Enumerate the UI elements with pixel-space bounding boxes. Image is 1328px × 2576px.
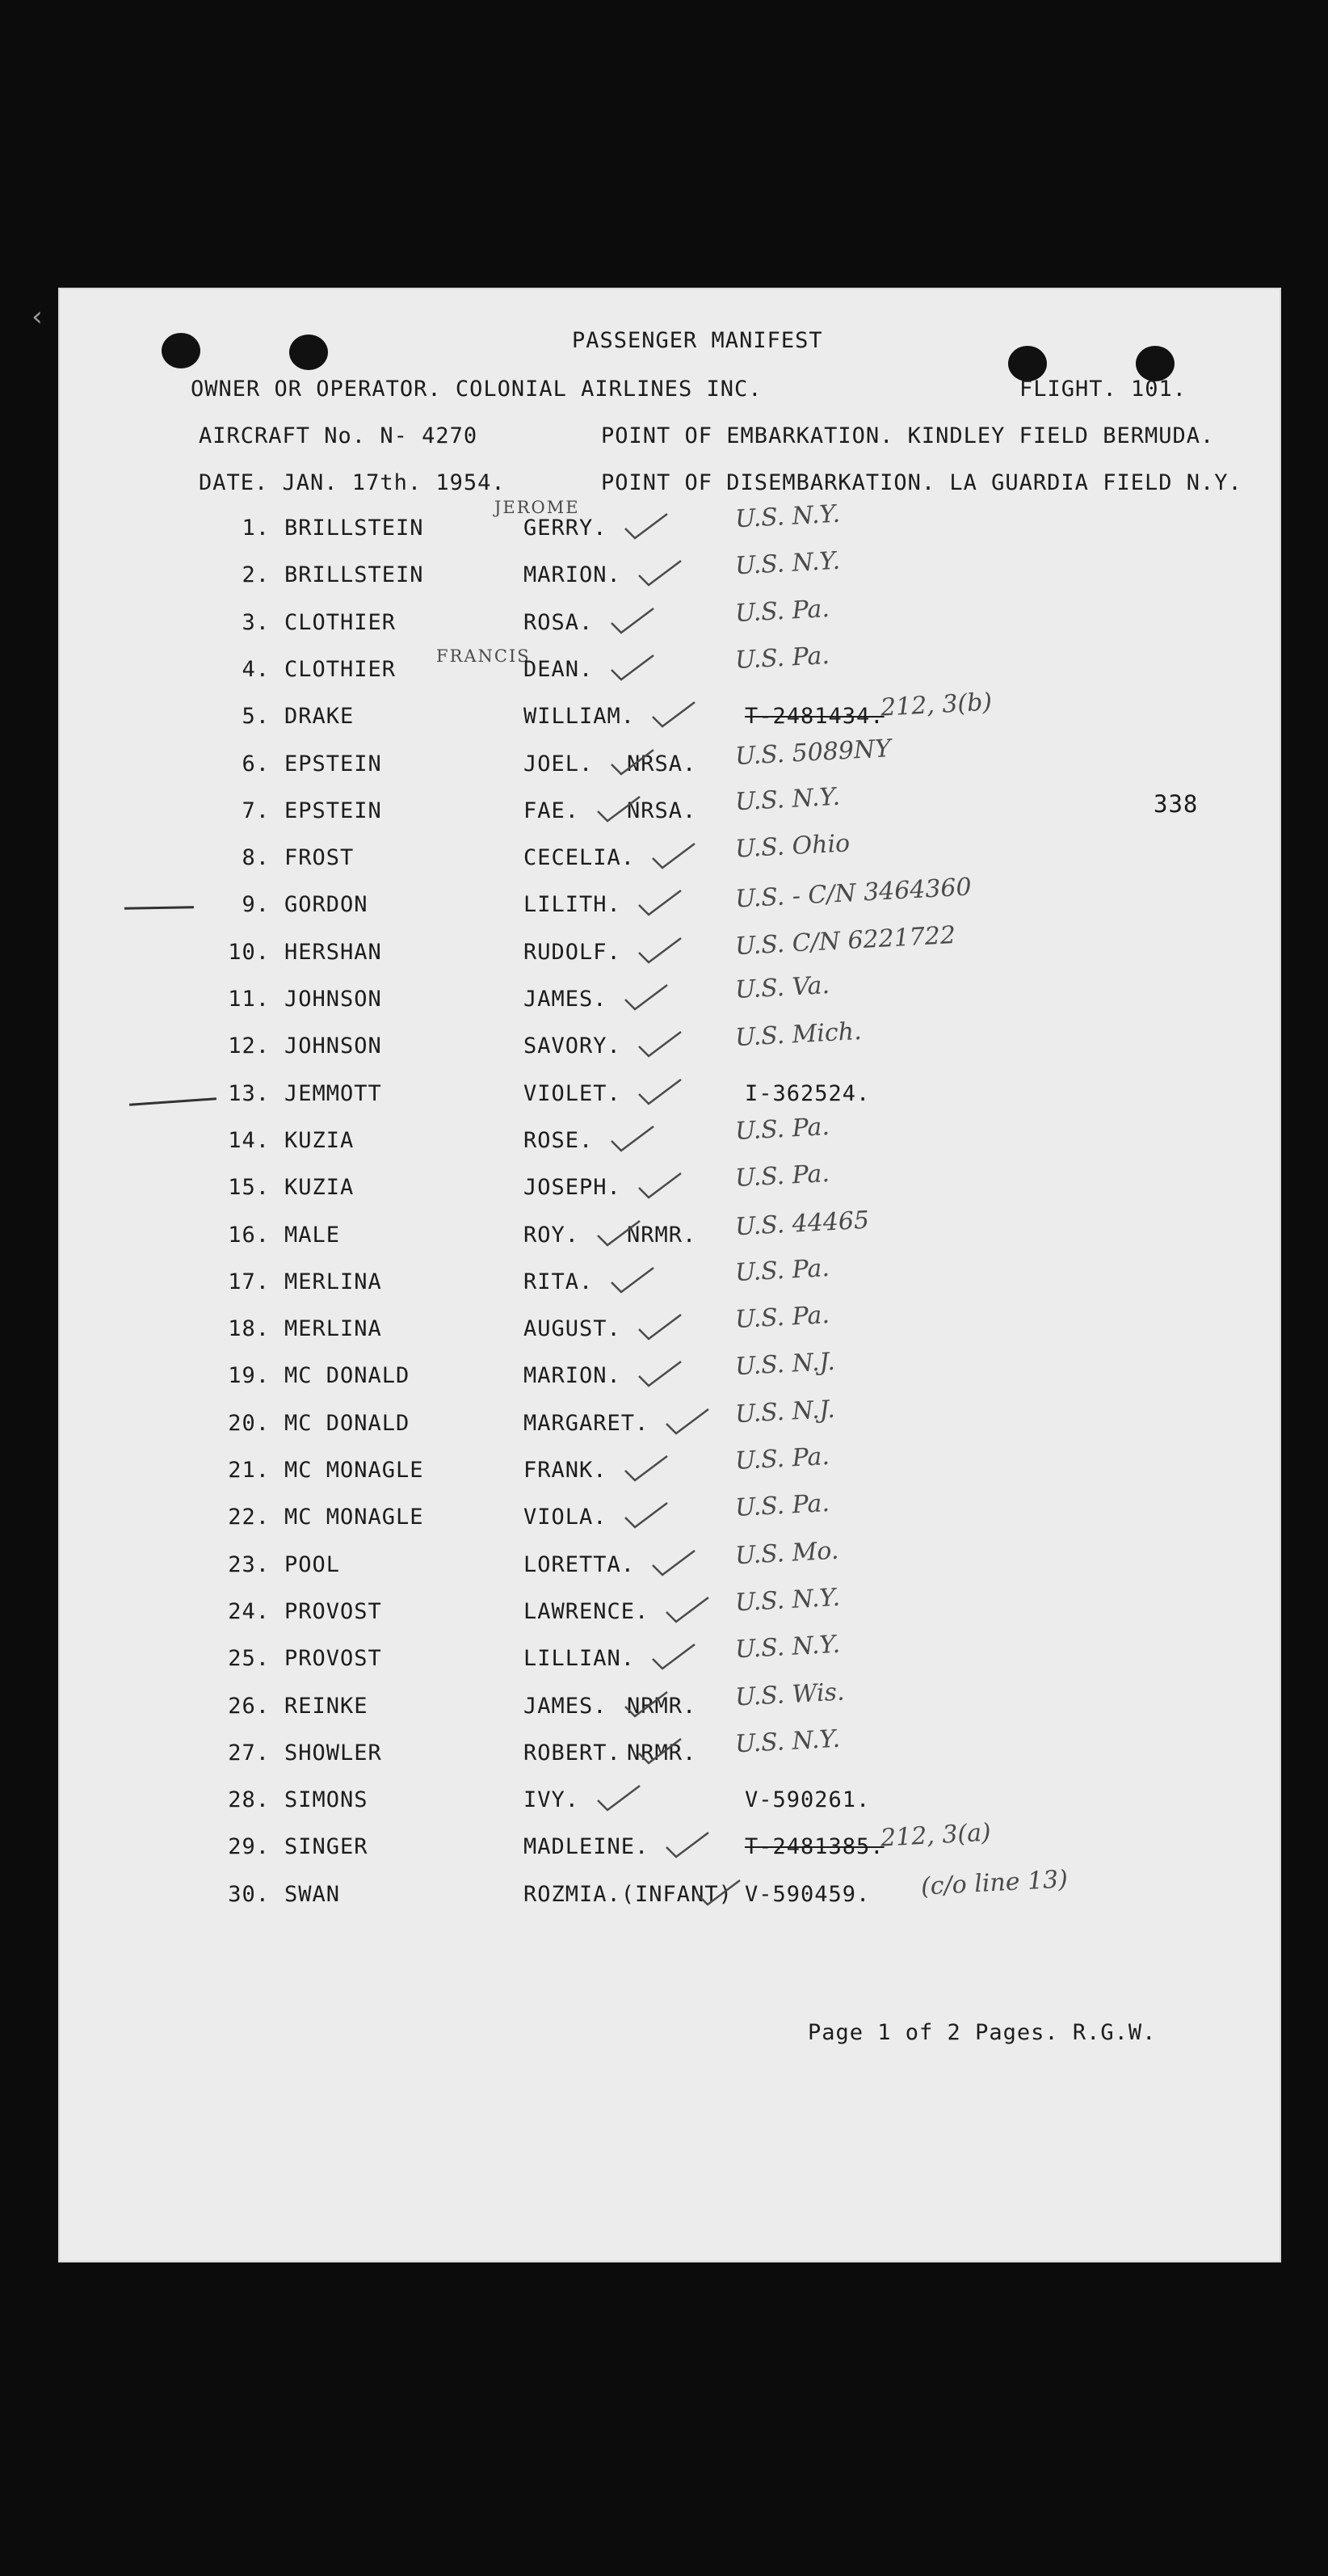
passenger-status-code: NRMR. (627, 1223, 697, 1248)
passenger-surname: MERLINA (284, 1269, 382, 1294)
handwritten-note: U.S. Pa. (734, 1300, 830, 1335)
handwritten-note: U.S. C/N 6221722 (734, 920, 956, 962)
row-number: 13. (228, 1081, 270, 1106)
check-mark-icon (595, 793, 643, 826)
row-number: 18. (228, 1316, 270, 1341)
check-mark-icon (636, 1029, 684, 1061)
flight-number: FLIGHT. 101. (1019, 377, 1187, 402)
row-number: 1. (242, 516, 270, 541)
passenger-given-name: VIOLA. (523, 1505, 607, 1530)
row-number: 10. (228, 940, 270, 965)
check-mark-icon (636, 935, 684, 967)
passenger-given-name: AUGUST. (523, 1316, 621, 1341)
stamp-number: 338 (1154, 790, 1199, 818)
passenger-document-number: V-590261. (745, 1787, 871, 1812)
passenger-given-name: MARION. (523, 1363, 621, 1388)
check-mark-icon (636, 1076, 684, 1109)
passenger-surname: EPSTEIN (284, 798, 382, 823)
handwritten-note: U.S. Wis. (734, 1677, 846, 1712)
row-number: 17. (228, 1269, 270, 1294)
passenger-surname: PROVOST (284, 1646, 382, 1671)
film-edge-mark: ‹ (29, 301, 46, 333)
row-number: 26. (228, 1694, 270, 1719)
passenger-surname: CLOTHIER (284, 610, 397, 635)
check-mark-icon (636, 558, 684, 590)
row-number: 16. (228, 1223, 270, 1248)
passenger-given-name: JOEL. (523, 751, 594, 777)
passenger-given-name: FAE. (523, 798, 580, 823)
passenger-given-name: MADLEINE. (523, 1834, 649, 1859)
passenger-given-name: GERRY. (523, 516, 607, 541)
passenger-given-name: LORETTA. (523, 1552, 636, 1577)
check-mark-icon (636, 1736, 684, 1768)
handwritten-note: U.S. 5089NY (734, 734, 892, 772)
check-mark-icon (649, 1547, 698, 1580)
row-number: 20. (228, 1411, 270, 1436)
row-number: 12. (228, 1033, 270, 1059)
passenger-surname: JEMMOTT (284, 1081, 382, 1106)
passenger-given-name: ROSA. (523, 610, 594, 635)
passenger-surname: CLOTHIER (284, 657, 397, 682)
check-mark-icon (595, 1783, 643, 1815)
passenger-surname: SWAN (284, 1882, 341, 1907)
passenger-surname: POOL (284, 1552, 341, 1577)
check-mark-icon (608, 747, 657, 779)
row-number: 23. (228, 1552, 270, 1577)
passenger-surname: DRAKE (284, 704, 355, 729)
passenger-surname: MC DONALD (284, 1411, 410, 1436)
passenger-given-name: MARION. (523, 562, 621, 587)
check-mark-icon (608, 1123, 657, 1155)
passenger-given-name: SAVORY. (523, 1033, 621, 1059)
row-number: 8. (242, 845, 270, 870)
row-number: 28. (228, 1787, 270, 1812)
check-mark-icon (663, 1594, 712, 1627)
row-number: 19. (228, 1363, 270, 1388)
check-mark-icon (608, 652, 657, 684)
disembarkation-point: POINT OF DISEMBARKATION. LA GUARDIA FIELD N.Y. (601, 470, 1242, 495)
handwritten-note: (c/o line 13) (920, 1865, 1069, 1901)
check-mark-icon (608, 1265, 657, 1297)
handwritten-note: U.S. Mich. (734, 1017, 863, 1053)
passenger-given-name: LILITH. (523, 892, 621, 917)
passenger-surname: KUZIA (284, 1175, 355, 1200)
check-mark-icon (622, 1689, 670, 1721)
owner-line: OWNER OR OPERATOR. COLONIAL AIRLINES INC. (191, 377, 763, 402)
passenger-status-code: NRSA. (627, 798, 697, 823)
handwritten-note: U.S. N.Y. (734, 1630, 841, 1665)
check-mark-icon (649, 1641, 698, 1673)
handwritten-note: U.S. Va. (734, 970, 830, 1005)
passenger-status-code: NRSA. (627, 751, 697, 777)
check-mark-icon (636, 1311, 684, 1344)
passenger-surname: BRILLSTEIN (284, 516, 424, 541)
check-mark-icon (636, 1358, 684, 1391)
row-number: 14. (228, 1128, 270, 1153)
handwritten-note: U.S. N.Y. (734, 546, 841, 581)
check-mark-icon (636, 1170, 684, 1202)
row-number: 22. (228, 1505, 270, 1530)
passenger-document-number: T-2481434. (745, 704, 885, 729)
passenger-given-name: JAMES. (523, 987, 607, 1012)
manifest-title: PASSENGER MANIFEST (572, 328, 823, 353)
passenger-status-code: NRMR. (627, 1740, 697, 1766)
check-mark-icon (636, 887, 684, 920)
handwritten-note: U.S. 44465 (734, 1206, 870, 1242)
passenger-given-name: RITA. (523, 1269, 594, 1294)
passenger-document-number: V-590459. (745, 1882, 871, 1907)
aircraft-number: AIRCRAFT No. N- 4270 (199, 423, 478, 448)
passenger-given-name: ROZMIA.(INFANT) (523, 1882, 733, 1907)
passenger-surname: FROST (284, 845, 355, 870)
check-mark-icon (595, 1218, 643, 1250)
margin-note-row4: FRANCIS (436, 646, 531, 666)
row-number: 11. (228, 987, 270, 1012)
handwritten-note: 212, 3(b) (880, 688, 993, 722)
passenger-surname: JOHNSON (284, 987, 382, 1012)
row-number: 2. (242, 562, 270, 587)
margin-note-row1: JEROME (494, 498, 580, 517)
passenger-surname: HERSHAN (284, 940, 382, 965)
check-mark-icon (695, 1877, 743, 1909)
passenger-status-code: NRMR. (627, 1694, 697, 1719)
row-number: 15. (228, 1175, 270, 1200)
handwritten-note: U.S. N.Y. (734, 1724, 841, 1759)
passenger-surname: EPSTEIN (284, 751, 382, 777)
passenger-surname: SINGER (284, 1834, 368, 1859)
handwritten-note: U.S. Pa. (734, 1112, 830, 1147)
row-number: 4. (242, 657, 270, 682)
check-mark-icon (622, 1453, 670, 1485)
handwritten-note: U.S. Pa. (734, 1253, 830, 1288)
check-mark-icon (622, 982, 670, 1014)
row-number: 21. (228, 1458, 270, 1483)
check-mark-icon (663, 1829, 712, 1862)
check-mark-icon (622, 511, 670, 543)
passenger-given-name: VIOLET. (523, 1081, 621, 1106)
passenger-surname: MC MONAGLE (284, 1505, 424, 1530)
passenger-given-name: CECELIA. (523, 845, 636, 870)
passenger-surname: JOHNSON (284, 1033, 382, 1059)
passenger-surname: REINKE (284, 1694, 368, 1719)
row-number: 9. (242, 892, 270, 917)
handwritten-note: U.S. N.J. (734, 1347, 836, 1382)
passenger-surname: GORDON (284, 892, 368, 917)
passenger-given-name: IVY. (523, 1787, 580, 1812)
passenger-given-name: RUDOLF. (523, 940, 621, 965)
check-mark-icon (649, 699, 698, 731)
passenger-document-number: T-2481385. (745, 1834, 885, 1859)
row-number: 7. (242, 798, 270, 823)
passenger-given-name: DEAN. (523, 657, 594, 682)
punch-hole-left-1 (162, 333, 200, 368)
row-number: 6. (242, 751, 270, 777)
handwritten-note: U.S. N.Y. (734, 782, 841, 817)
handwritten-note: 212, 3(a) (880, 1818, 992, 1853)
handwritten-note: U.S. Pa. (734, 1488, 830, 1523)
passenger-surname: KUZIA (284, 1128, 355, 1153)
passenger-given-name: JAMES. (523, 1694, 607, 1719)
manifest-date: DATE. JAN. 17th. 1954. (199, 470, 506, 495)
handwritten-note: U.S. Pa. (734, 1159, 830, 1193)
row-number: 5. (242, 704, 270, 729)
passenger-surname: MC DONALD (284, 1363, 410, 1388)
handwritten-note: U.S. - C/N 3464360 (734, 873, 973, 914)
row-number: 24. (228, 1599, 270, 1624)
punch-hole-left-2 (289, 335, 328, 370)
passenger-document-number: I-362524. (745, 1081, 871, 1106)
row-number: 29. (228, 1834, 270, 1859)
passenger-given-name: JOSEPH. (523, 1175, 621, 1200)
passenger-surname: BRILLSTEIN (284, 562, 424, 587)
page-footer: Page 1 of 2 Pages. R.G.W. (808, 2020, 1157, 2045)
check-mark-icon (608, 605, 657, 638)
row-number: 30. (228, 1882, 270, 1907)
handwritten-note: U.S. N.Y. (734, 1583, 841, 1618)
passenger-given-name: WILLIAM. (523, 704, 636, 729)
handwritten-note: U.S. N.J. (734, 1395, 836, 1429)
passenger-given-name: LILLIAN. (523, 1646, 636, 1671)
passenger-surname: MERLINA (284, 1316, 382, 1341)
passenger-given-name: ROSE. (523, 1128, 594, 1153)
handwritten-note: U.S. N.Y. (734, 499, 841, 534)
check-mark-icon (649, 840, 698, 873)
handwritten-note: U.S. Mo. (734, 1536, 840, 1571)
passenger-given-name: ROY. (523, 1223, 580, 1248)
embarkation-point: POINT OF EMBARKATION. KINDLEY FIELD BERMUDA. (601, 423, 1215, 448)
check-mark-icon (663, 1406, 712, 1438)
passenger-surname: PROVOST (284, 1599, 382, 1624)
passenger-given-name: MARGARET. (523, 1411, 649, 1436)
row-number: 27. (228, 1740, 270, 1766)
check-mark-icon (622, 1500, 670, 1532)
handwritten-note: U.S. Pa. (734, 1442, 830, 1476)
handwritten-note: U.S. Pa. (734, 641, 830, 676)
handwritten-note: U.S. Ohio (734, 829, 851, 864)
passenger-surname: MALE (284, 1223, 341, 1248)
row-number: 25. (228, 1646, 270, 1671)
passenger-surname: SHOWLER (284, 1740, 382, 1766)
passenger-given-name: FRANK. (523, 1458, 607, 1483)
row-number: 3. (242, 610, 270, 635)
passenger-given-name: ROBERT. (523, 1740, 621, 1766)
handwritten-note: U.S. Pa. (734, 594, 830, 629)
passenger-surname: SIMONS (284, 1787, 368, 1812)
passenger-surname: MC MONAGLE (284, 1458, 424, 1483)
passenger-given-name: LAWRENCE. (523, 1599, 649, 1624)
